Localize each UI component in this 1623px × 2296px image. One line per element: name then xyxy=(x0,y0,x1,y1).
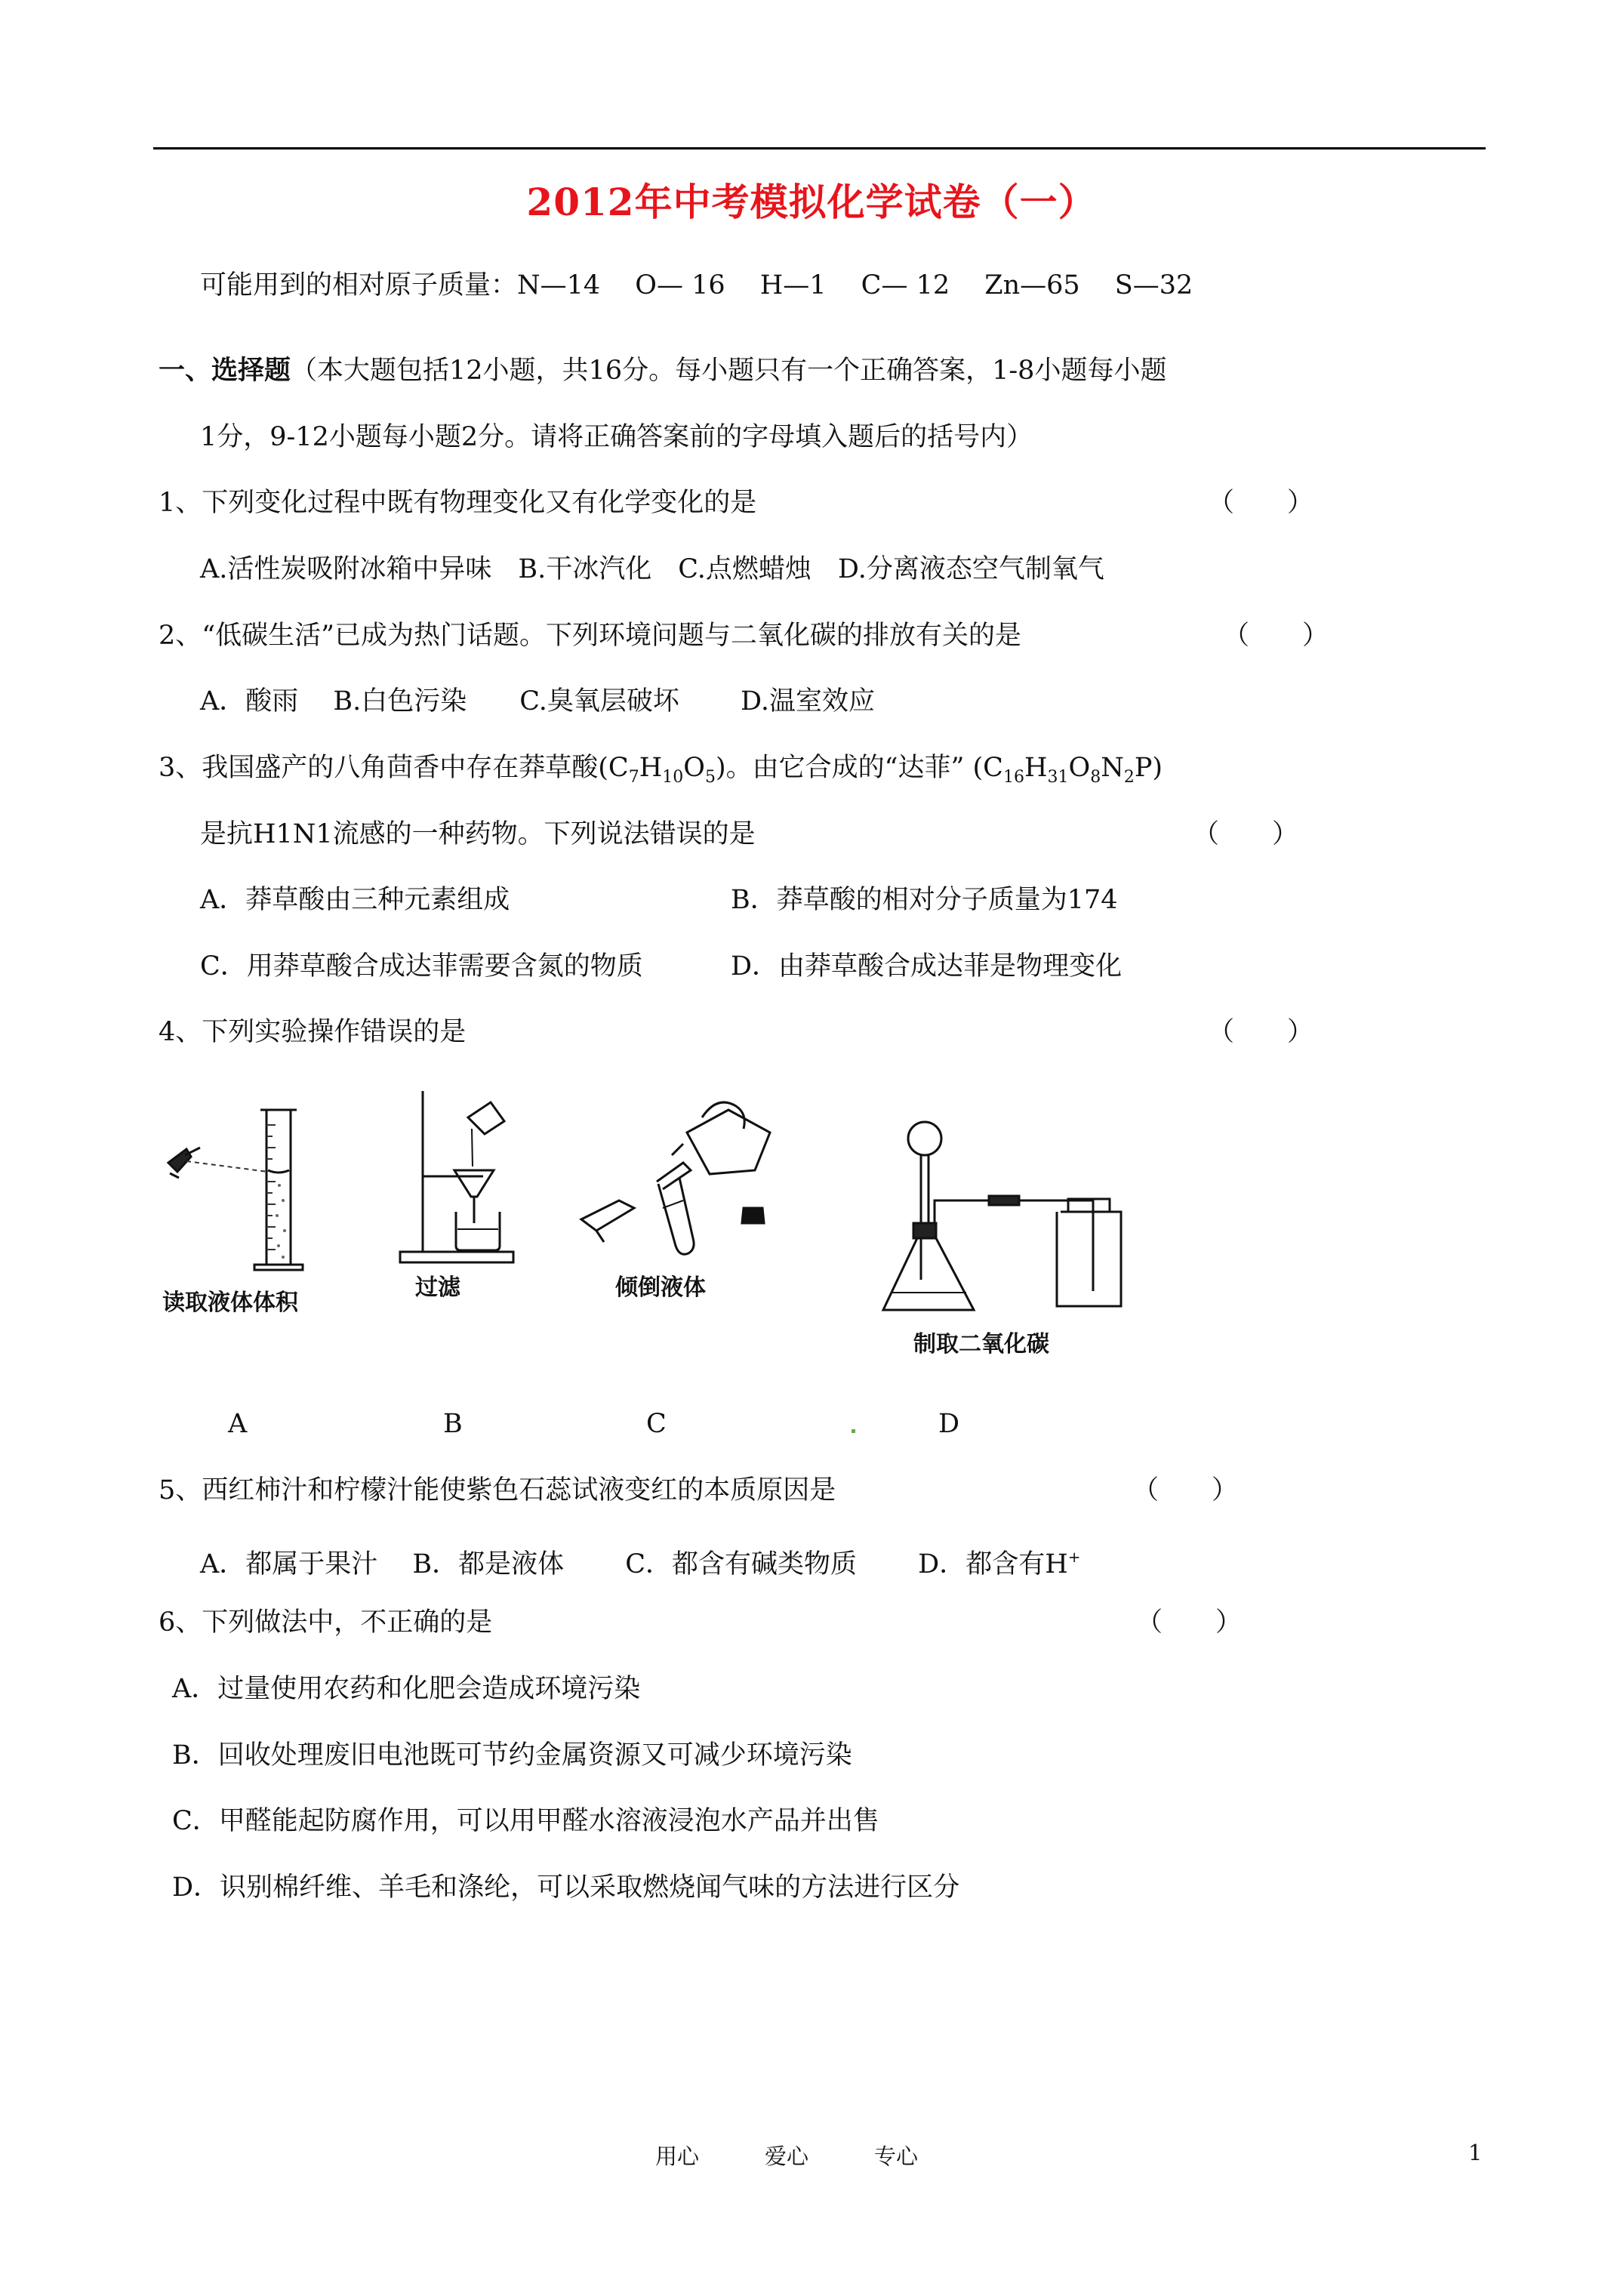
q3-option-a: A．莽草酸由三种元素组成 xyxy=(200,885,510,915)
caption-filtration: 过滤 xyxy=(415,1274,460,1301)
q4-label-a: A xyxy=(228,1409,248,1439)
caption-read-liquid-volume: 读取液体体积 xyxy=(162,1290,298,1316)
page-number: 1 xyxy=(1468,2140,1483,2165)
q3-option-b: B．莽草酸的相对分子质量为174 xyxy=(731,885,1118,915)
q4-stem: 4、下列实验操作错误的是 xyxy=(159,1017,467,1047)
q6-option-d: D．识别棉纤维、羊毛和涤纶，可以采取燃烧闻气味的方法进行区分 xyxy=(172,1872,960,1903)
q6-option-c: C．甲醛能起防腐作用，可以用甲醛水溶液浸泡水产品并出售 xyxy=(172,1806,879,1836)
q1-stem: 1、下列变化过程中既有物理变化又有化学变化的是 xyxy=(159,488,757,518)
section-heading: 一、选择题 xyxy=(159,355,291,386)
section-intro-line-1 xyxy=(159,354,1166,387)
q3-option-c: C．用莽草酸合成达菲需要含氮的物质 xyxy=(200,951,643,982)
figure-prepare-co2 xyxy=(876,1117,1132,1358)
q1-answer-blank: （ ） xyxy=(1208,488,1314,518)
caption-pour-liquid: 倾倒液体 xyxy=(615,1274,706,1301)
q4-label-c: C xyxy=(646,1409,667,1439)
page-title: 2012年中考模拟化学试卷（一） xyxy=(526,180,1097,224)
q4-answer-blank: （ ） xyxy=(1208,1017,1314,1047)
stray-mark xyxy=(852,1429,855,1433)
section-description-2: 1分，9-12小题每小题2分。请将正确答案前的字母填入题后的括号内） xyxy=(200,422,1033,452)
q2-options: A．酸雨 B.白色污染 C.臭氧层破坏 D.温室效应 xyxy=(200,686,875,717)
q6-answer-blank: （ ） xyxy=(1136,1607,1243,1638)
q2-answer-blank: （ ） xyxy=(1223,621,1329,651)
atomic-masses: 可能用到的相对原子质量：N—14 O— 16 H—1 C— 12 Zn—65 S—32 xyxy=(200,270,1193,300)
q4-label-b: B xyxy=(443,1409,463,1439)
q3-stem-line-1: 3、我国盛产的八角茴香中存在莽草酸$(C_7H_{10}O_5)$。由它合成的“达菲” $(C_{16}H_{31}O_8N_2P)$ xyxy=(159,753,1163,787)
q5-options: A．都属于果汁 B．都是液体 C．都含有碱类物质 D．都含有H+ xyxy=(200,1548,1081,1579)
q2-stem: 2、“低碳生活”已成为热门话题。下列环境问题与二氧化碳的排放有关的是 xyxy=(159,621,1022,651)
q5-stem: 5、西红柿汁和柠檬汁能使紫色石蕊试液变红的本质原因是 xyxy=(159,1475,836,1505)
caption-prepare-co2: 制取二氧化碳 xyxy=(913,1331,1049,1358)
q3-answer-blank: （ ） xyxy=(1193,819,1299,849)
q6-stem: 6、下列做法中，不正确的是 xyxy=(159,1607,493,1638)
figure-filtration xyxy=(393,1087,544,1301)
q3-option-d: D．由莽草酸合成达菲是物理变化 xyxy=(731,951,1123,982)
figure-read-liquid-volume xyxy=(155,1102,336,1316)
q5-answer-blank: （ ） xyxy=(1132,1475,1239,1505)
header-rule xyxy=(153,147,1486,149)
q6-option-b: B．回收处理废旧电池既可节约金属资源又可减少环境污染 xyxy=(172,1740,852,1771)
q1-options: A.活性炭吸附冰箱中异味 B.干冰汽化 C.点燃蜡烛 D.分离液态空气制氧气 xyxy=(200,554,1104,584)
footer-motto: 用心 爱心 专心 xyxy=(655,2143,919,2169)
q4-label-d: D xyxy=(938,1409,960,1439)
q3-stem-line-2: 是抗H1N1流感的一种药物。下列说法错误的是 xyxy=(200,819,756,849)
q6-option-a: A．过量使用农药和化肥会造成环境污染 xyxy=(172,1674,641,1704)
section-description-1: （本大题包括12小题，共16分。每小题只有一个正确答案，1-8小题每小题 xyxy=(291,356,1167,386)
figure-pour-liquid xyxy=(574,1087,785,1301)
